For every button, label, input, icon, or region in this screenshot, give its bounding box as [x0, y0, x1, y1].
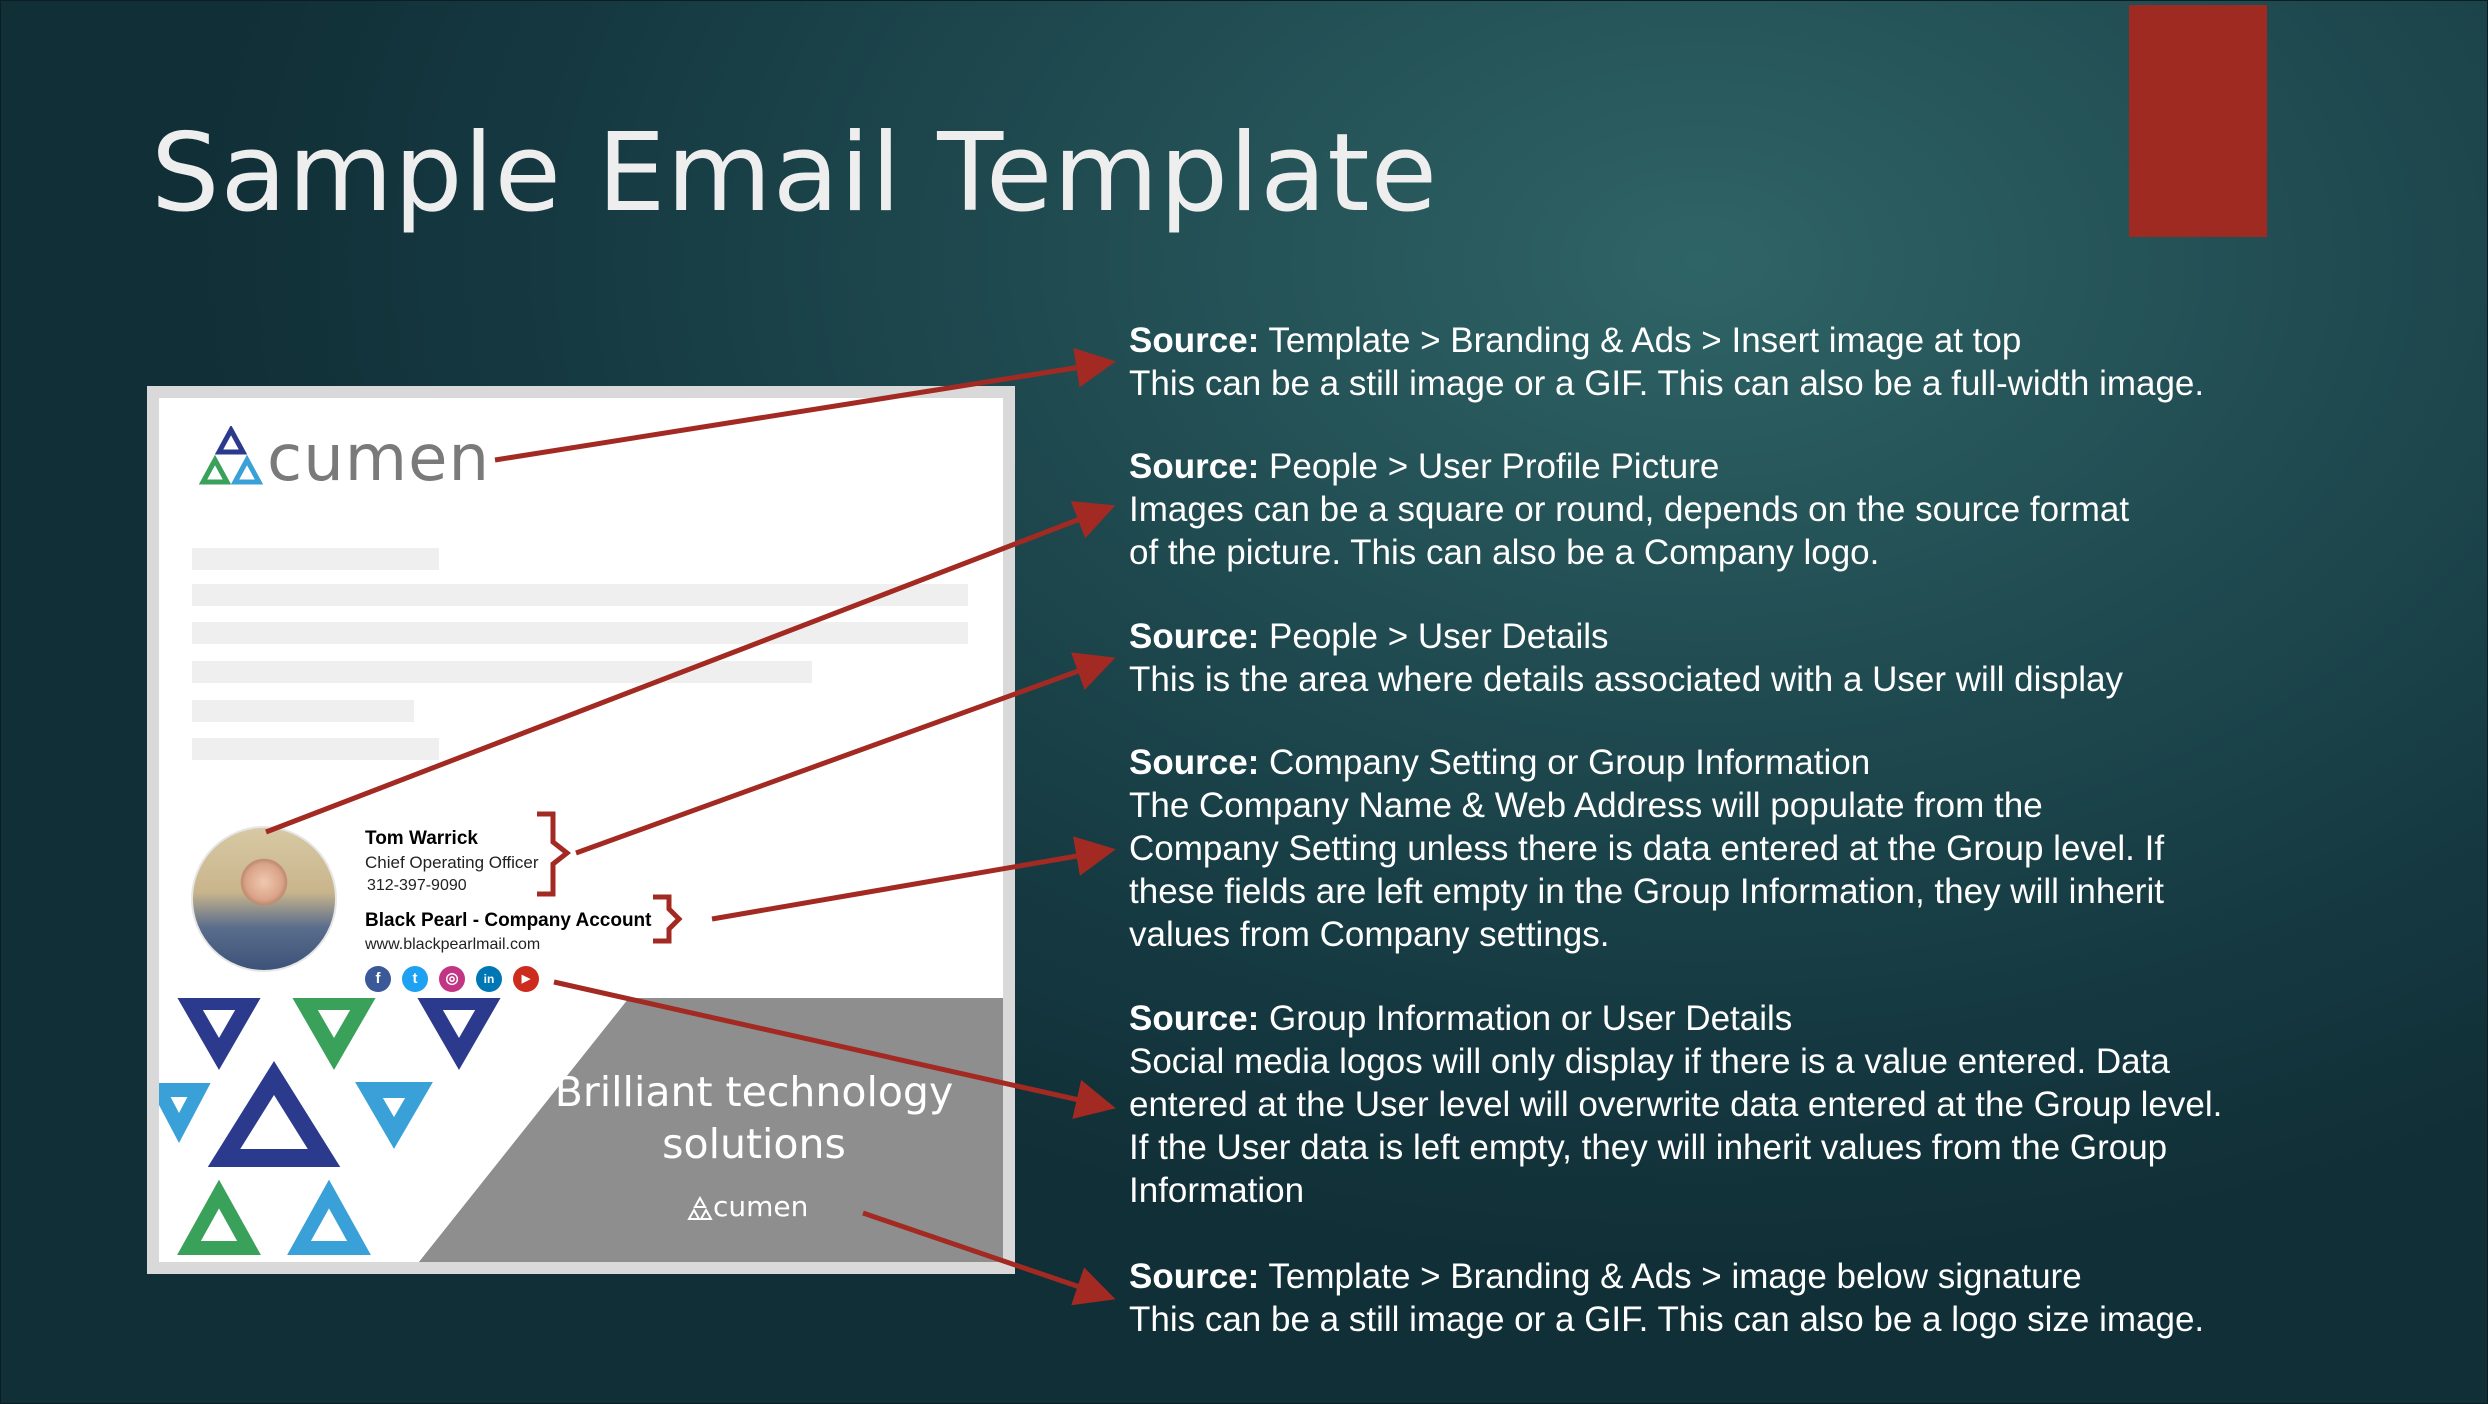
annotation-label: Source:: [1129, 999, 1260, 1038]
annotation-line: This can be a still image or a GIF. This can also be a full-width image.: [1129, 364, 2205, 403]
annotation-line: Images can be a square or round, depends on the source format: [1129, 490, 2130, 529]
annotation-line: This is the area where details associated with a User will display: [1129, 660, 2124, 699]
arrow-banner-image: [863, 1213, 1106, 1296]
signature-phone: 312-397-9090: [367, 877, 467, 894]
arrow-social-logos: [554, 982, 1106, 1106]
annotation-line: The Company Name & Web Address will populate from the: [1129, 786, 2043, 825]
facebook-icon[interactable]: f: [365, 966, 391, 992]
signature-website[interactable]: www.blackpearlmail.com: [365, 936, 541, 953]
banner-line-1: Brilliant technology: [554, 1068, 954, 1116]
annotation-label: Source:: [1129, 743, 1260, 782]
signature-name: Tom Warrick: [365, 828, 478, 849]
annotation-source: Company Setting or Group Information: [1259, 743, 1871, 782]
annotation-label: Source:: [1129, 447, 1260, 486]
banner-line-2: solutions: [662, 1120, 846, 1168]
instagram-icon[interactable]: ◎: [439, 966, 465, 992]
arrow-user-details: [576, 661, 1106, 853]
slide-title: Sample Email Template: [151, 111, 1439, 236]
annotation-source: People > User Details: [1259, 617, 1609, 656]
arrow-profile-picture: [266, 509, 1106, 832]
annotation-top-image: [1129, 319, 2204, 405]
annotation-user-details: [1129, 615, 2123, 701]
arrow-logo: [495, 363, 1106, 460]
annotation-line: values from Company settings.: [1129, 915, 1610, 954]
annotation-line: Social media logos will only display if there is a value entered. Data: [1129, 1042, 2170, 1081]
banner-logo-text: cumen: [713, 1190, 809, 1223]
annotation-label: Source:: [1129, 617, 1260, 656]
annotation-line: these fields are left empty in the Group Information, they will inherit: [1129, 872, 2164, 911]
youtube-icon[interactable]: ▶: [513, 966, 539, 992]
linkedin-icon[interactable]: in: [476, 966, 502, 992]
annotation-banner-image: [1129, 1255, 2204, 1341]
bracket-company-info: [653, 897, 679, 941]
bracket-user-details: [537, 814, 567, 894]
annotation-label: Source:: [1129, 1257, 1260, 1296]
twitter-icon[interactable]: t: [402, 966, 428, 992]
annotation-source: People > User Profile Picture: [1259, 447, 1720, 486]
signature-job-title: Chief Operating Officer: [365, 853, 539, 872]
signature-company: Black Pearl - Company Account: [365, 910, 652, 931]
annotation-source: Group Information or User Details: [1259, 999, 1793, 1038]
annotation-line: Information: [1129, 1171, 1305, 1210]
logo-text: cumen: [267, 422, 491, 496]
arrow-company-info: [712, 851, 1106, 919]
annotation-line: of the picture. This can also be a Company logo.: [1129, 533, 1880, 572]
annotation-line: If the User data is left empty, they will inherit values from the Group: [1129, 1128, 2168, 1167]
annotation-profile-picture: [1129, 445, 2129, 574]
annotation-line: Company Setting unless there is data entered at the Group level. If: [1129, 829, 2165, 868]
annotation-line: This can be a still image or a GIF. This can also be a logo size image.: [1129, 1300, 2205, 1339]
annotation-company-info: [1129, 741, 2164, 956]
annotation-line: entered at the User level will overwrite data entered at the Group level.: [1129, 1085, 2223, 1124]
annotation-social-logos: [1129, 997, 2222, 1212]
annotation-source: Template > Branding & Ads > image below signature: [1259, 1257, 2082, 1296]
annotation-label: Source:: [1129, 321, 1260, 360]
annotation-source: Template > Branding & Ads > Insert image at top: [1259, 321, 2022, 360]
